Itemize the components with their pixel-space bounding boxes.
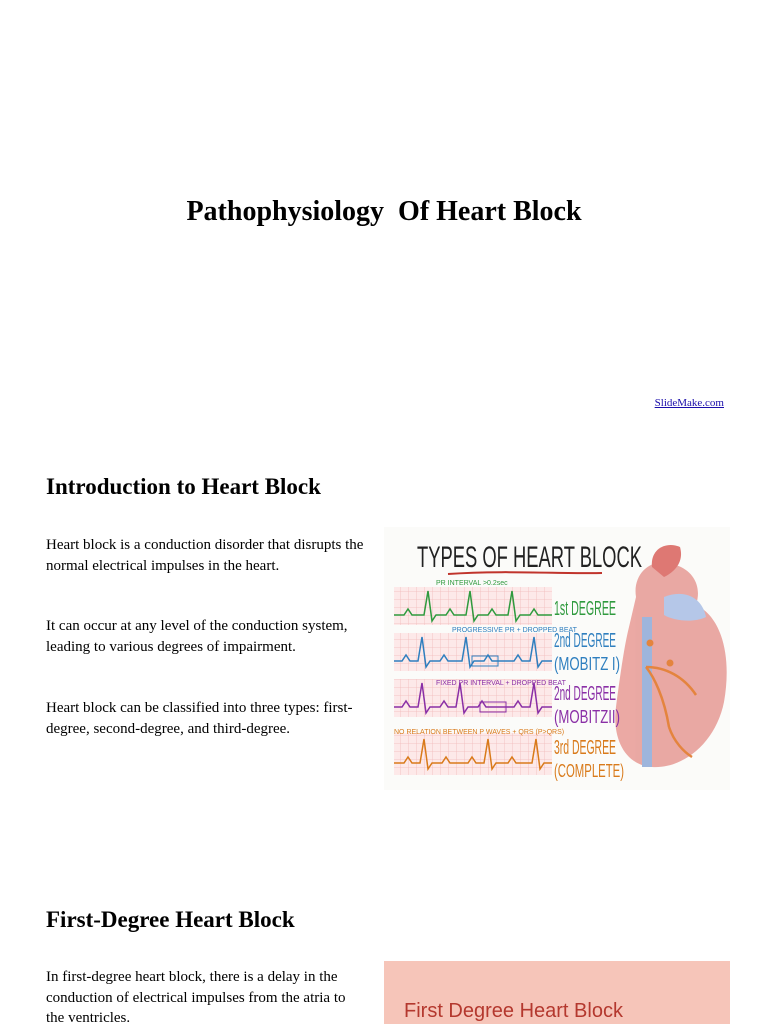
first-degree-figure <box>384 961 730 1024</box>
figure-title: TYPES OF HEART BLOCK <box>417 541 642 574</box>
types-of-heart-block-figure <box>384 527 730 790</box>
slidemake-link[interactable]: SlideMake.com <box>654 397 724 409</box>
section-heading-introduction: Introduction to Heart Block <box>46 474 321 499</box>
strip-note-2: PROGRESSIVE PR + DROPPED BEAT <box>452 627 577 634</box>
intro-paragraph-3: Heart block can be classified into three types: first-degree, second-degree, and third-degree. <box>46 700 353 737</box>
degree-label-3-sub: (MOBITZII) <box>554 707 620 727</box>
ecg-strip-mobitz-2 <box>394 679 567 717</box>
figure-caption: First Degree Heart Block <box>404 1000 623 1022</box>
degree-label-1: 1st DEGREE <box>554 598 616 620</box>
ecg-strip-third-degree <box>394 729 564 775</box>
intro-paragraph-2: It can occur at any level of the conduction system, leading to various degrees of impairment. <box>46 618 348 655</box>
section-heading-first-degree: First-Degree Heart Block <box>46 907 295 932</box>
degree-label-3: 2nd DEGREE <box>554 683 616 705</box>
strip-note-4: NO RELATION BETWEEN P WAVES + QRS (P>QRS) <box>394 729 565 736</box>
degree-label-4-sub: (COMPLETE) <box>554 761 624 781</box>
ecg-strip-first-degree <box>394 580 552 625</box>
intro-paragraph-1: Heart block is a conduction disorder that disrupts the normal electrical impulses in the heart. <box>46 537 364 574</box>
strip-note-3: FIXED PR INTERVAL + DROPPED BEAT <box>436 680 566 687</box>
degree-label-2: 2nd DEGREE <box>554 630 616 652</box>
ecg-strip-mobitz-1 <box>394 627 578 671</box>
page-title: Pathophysiology Of Heart Block <box>186 196 582 227</box>
heart-illustration <box>615 545 726 767</box>
degree-label-2-sub: (MOBITZ I) <box>554 654 620 674</box>
first-degree-paragraph: In first-degree heart block, there is a delay in the conduction of electrical impulses from the atria to the ventricles. <box>46 969 346 1026</box>
degree-label-4: 3rd DEGREE <box>554 737 616 759</box>
strip-note-1: PR INTERVAL >0.2sec <box>436 580 508 587</box>
